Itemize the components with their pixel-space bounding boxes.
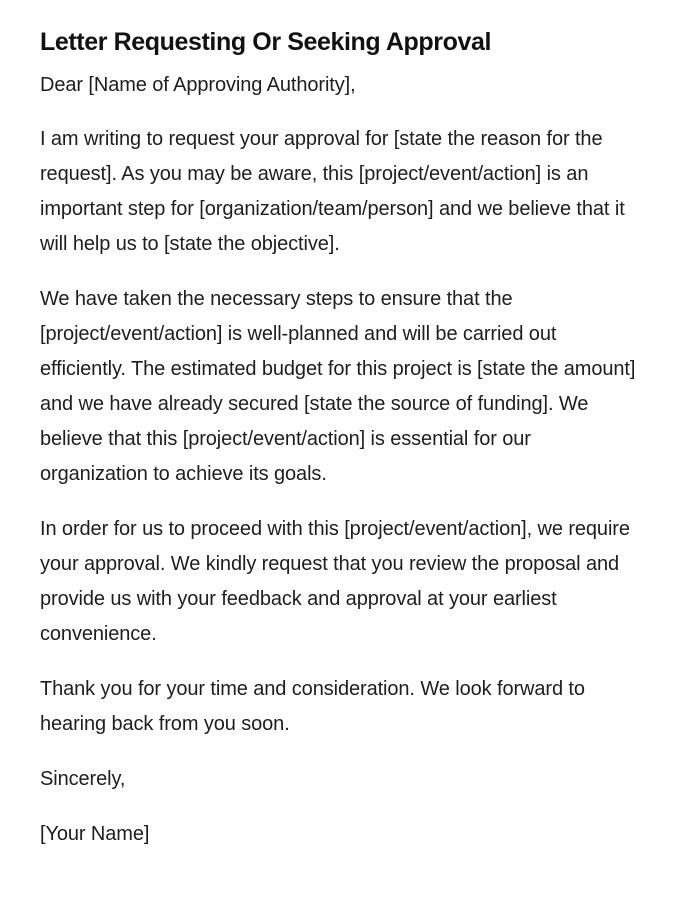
closing: Sincerely, [40,768,126,790]
letter-title: Letter Requesting Or Seeking Approval [40,28,492,56]
body-paragraph-thanks: Thank you for your time and consideration. We look forward to hearing back from you soon. [40,678,585,735]
body-paragraph-planning: We have taken the necessary steps to ensure that the [project/event/action] is well-planned and will be carried out efficiently. The estimated budget for this project is [state the amount] and we have already secured [state the source of funding]. We believe that this [project/event/action] is essential for our organization to achieve its goals. [40,288,636,485]
salutation: Dear [Name of Approving Authority], [40,74,356,96]
body-paragraph-request: I am writing to request your approval for [state the reason for the request]. As you may be aware, this [project/event/action] is an important step for [organization/team/person] and we believe that it will help us to [state the objective]. [40,128,625,255]
body-paragraph-approval: In order for us to proceed with this [project/event/action], we require your approval. We kindly request that you review the proposal and provide us with your feedback and approval at your earliest convenience. [40,518,630,645]
letter-document [40,24,640,872]
signature-name: [Your Name] [40,823,150,845]
